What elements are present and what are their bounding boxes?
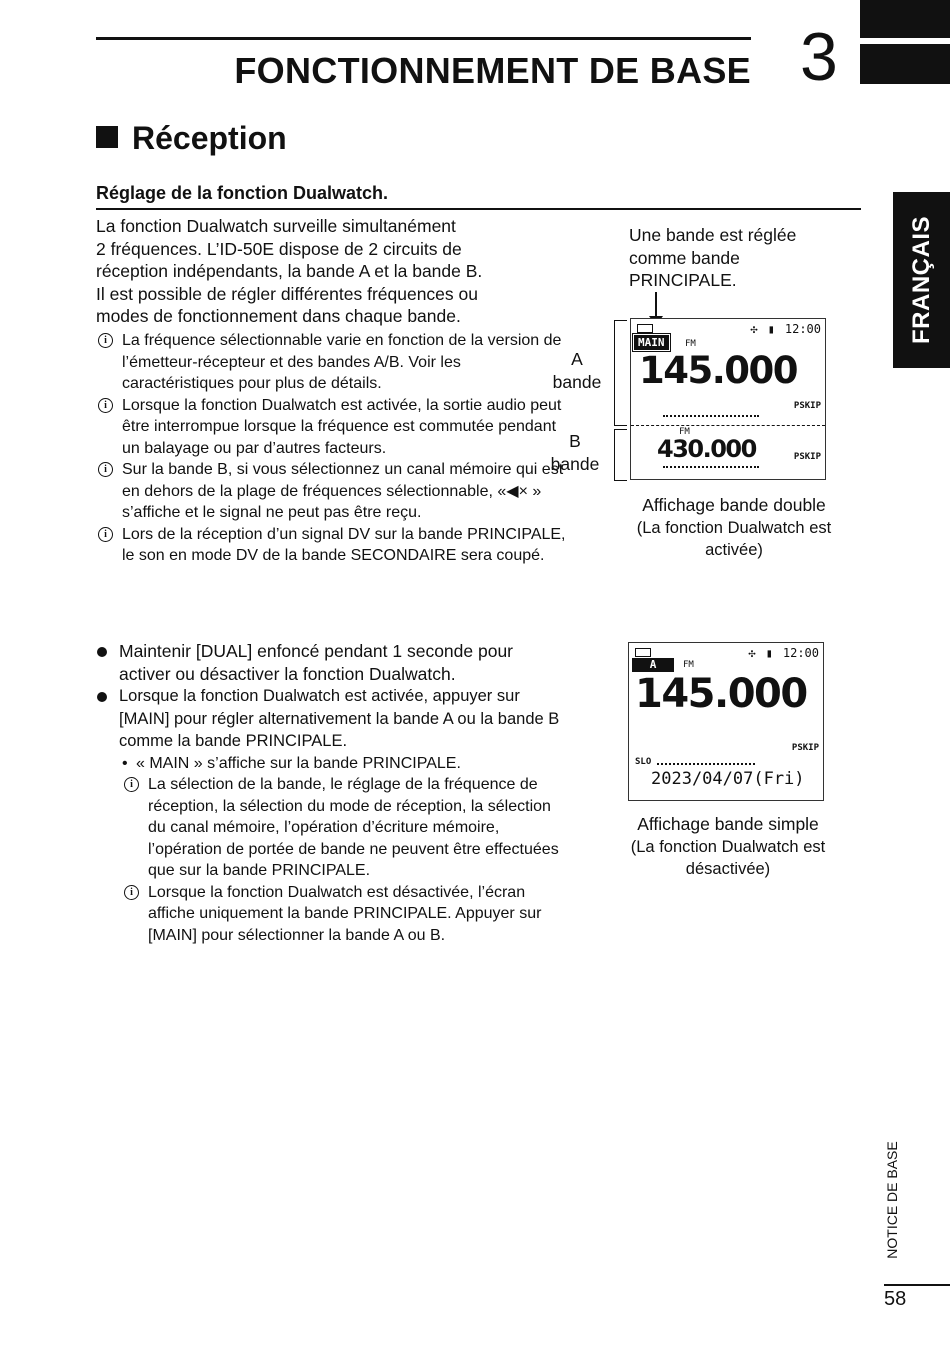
dual-band-display — [630, 318, 826, 480]
info-icon: i — [98, 398, 113, 413]
caption-note: (La fonction Dualwatch est activée) — [636, 518, 832, 560]
info-icon: i — [98, 462, 113, 477]
sub-bullet-item — [96, 753, 566, 775]
date-display: 2023/04/07(Fri) — [651, 769, 805, 789]
pskip-b: PSKIP — [793, 452, 821, 462]
band-a-word: bande — [552, 371, 602, 392]
band-a-tag: A — [632, 658, 674, 672]
dual-band-caption — [614, 494, 854, 562]
intro-line: Il est possible de régler différentes fréquences ou — [96, 283, 478, 304]
subsection-rule — [96, 208, 861, 210]
callout-arrow-line — [655, 292, 657, 318]
single-band-display — [628, 642, 824, 801]
status-bar — [740, 322, 821, 336]
chapter-title: FONCTIONNEMENT DE BASE — [234, 50, 751, 91]
band-a-bracket — [614, 320, 627, 426]
signal-meter-b — [663, 466, 759, 468]
chapter-number: 3 — [800, 19, 838, 95]
band-separator — [631, 425, 825, 426]
band-b-bracket — [614, 429, 627, 481]
bullet-text: Lorsque la fonction Dualwatch est activée, appuyer sur [MAIN] pour régler alternativement la bande A ou la bande B comme la bande PRINCIPALE. — [119, 687, 560, 751]
bullet-item — [96, 640, 566, 685]
bullet-dot-icon — [97, 647, 107, 657]
caption-title: Affichage bande simple — [637, 814, 819, 834]
small-bullet-icon: • — [122, 754, 128, 772]
gps-icon: ✣ — [748, 646, 756, 660]
note-item — [96, 524, 566, 567]
battery-icon — [637, 324, 653, 333]
bullet-list — [96, 640, 566, 946]
note-item — [96, 459, 566, 524]
note-text: Lors de la réception d’un signal DV sur la bande PRINCIPALE, le son en mode DV de la bande SECONDAIRE sera coupé. — [122, 525, 566, 564]
intro-paragraph — [96, 215, 566, 328]
sd-card-icon: ▮ — [765, 646, 773, 660]
sd-card-icon: ▮ — [767, 322, 775, 336]
main-band-callout: Une bande est réglée comme bande PRINCIPALE. — [629, 225, 797, 291]
bullet-dot-icon — [97, 692, 107, 702]
chapter-tab-bar — [860, 0, 950, 38]
band-b-letter: B — [569, 431, 581, 451]
sub-note-item — [96, 882, 566, 947]
band-a-letter: A — [571, 349, 583, 369]
frequency-b: 430.000 — [657, 435, 756, 463]
frequency-a: 145.000 — [639, 349, 798, 392]
info-icon: i — [124, 885, 139, 900]
square-bullet-icon — [96, 126, 118, 148]
chapter-tab-bar — [860, 44, 950, 84]
language-tab — [893, 192, 950, 368]
section-title-text: Réception — [132, 120, 287, 156]
clock: 12:00 — [782, 646, 819, 660]
header-rule — [96, 37, 751, 40]
section-title — [96, 120, 287, 157]
side-footer — [872, 1130, 912, 1270]
main-tag: MAIN — [634, 335, 669, 350]
bullet-text: Maintenir [DUAL] enfoncé pendant 1 seconde pour activer ou désactiver la fonction Dualwatch. — [119, 641, 514, 684]
slo-label: SLO — [635, 757, 652, 767]
side-footer-label: NOTICE DE BASE — [884, 1141, 900, 1259]
battery-icon — [635, 648, 651, 657]
note-text: La fréquence sélectionnable varie en fonction de la version de l’émetteur-récepteur et des bandes A/B. Voir les caractéristiques pour plus de détails. — [122, 332, 562, 392]
mode: FM — [683, 660, 694, 670]
band-a-label — [548, 348, 606, 393]
info-icon: i — [98, 527, 113, 542]
note-text: Lorsque la fonction Dualwatch est activée, la sortie audio peut être interrompue lorsque la fréquence est commutée pendant un balayage ou par d’autres facteurs. — [122, 396, 562, 457]
gps-icon: ✣ — [750, 322, 758, 336]
frequency: 145.000 — [635, 671, 807, 717]
status-bar — [738, 646, 819, 660]
page-number: 58 — [884, 1288, 907, 1310]
intro-line: modes de fonctionnement dans chaque bande. — [96, 306, 461, 327]
info-icon: i — [124, 777, 139, 792]
sub-note-text: Lorsque la fonction Dualwatch est désactivée, l’écran affiche uniquement la bande PRINCIPALE. Appuyer sur [MAIN] pour sélectionner la bande A ou B. — [148, 883, 542, 944]
intro-line: 2 fréquences. L’ID-50E dispose de 2 circuits de — [96, 238, 462, 259]
signal-meter — [657, 763, 755, 765]
intro-line: La fonction Dualwatch surveille simultanément — [96, 216, 456, 236]
caption-title: Affichage bande double — [642, 495, 826, 515]
footer-rule — [884, 1284, 950, 1286]
notes-list — [96, 330, 566, 567]
bullet-item — [96, 685, 566, 753]
band-b-word: bande — [550, 453, 600, 474]
intro-line: réception indépendants, la bande A et la bande B. — [96, 261, 483, 282]
sub-note-item — [96, 774, 566, 882]
note-text: Sur la bande B, si vous sélectionnez un canal mémoire qui est en dehors de la plage de fréquences sélectionnable, «◀× » s’affiche et le signal ne peut pas être reçu. — [122, 461, 564, 521]
sub-bullet-text: « MAIN » s’affiche sur la bande PRINCIPALE. — [136, 754, 461, 772]
band-b-label — [546, 430, 604, 475]
note-item — [96, 330, 566, 395]
sub-note-text: La sélection de la bande, le réglage de la fréquence de réception, la sélection du mode de réception, la sélection du canal mémoire, l’opération d’écriture mémoire, l’opération de portée de bande ne peuvent être effectuées que sur la bande PRINCIPALE. — [148, 776, 559, 880]
mode-a: FM — [685, 339, 696, 349]
pskip: PSKIP — [791, 743, 819, 753]
mode-b: FM — [679, 427, 690, 437]
clock: 12:00 — [784, 322, 821, 336]
pskip-a: PSKIP — [793, 401, 821, 411]
caption-note: (La fonction Dualwatch est désactivée) — [630, 837, 826, 879]
language-tab-label: FRANÇAIS — [907, 216, 935, 344]
note-item — [96, 395, 566, 460]
signal-meter-a — [663, 415, 759, 417]
single-band-caption — [608, 813, 848, 881]
info-icon: i — [98, 333, 113, 348]
subsection-title: Réglage de la fonction Dualwatch. — [96, 183, 389, 203]
